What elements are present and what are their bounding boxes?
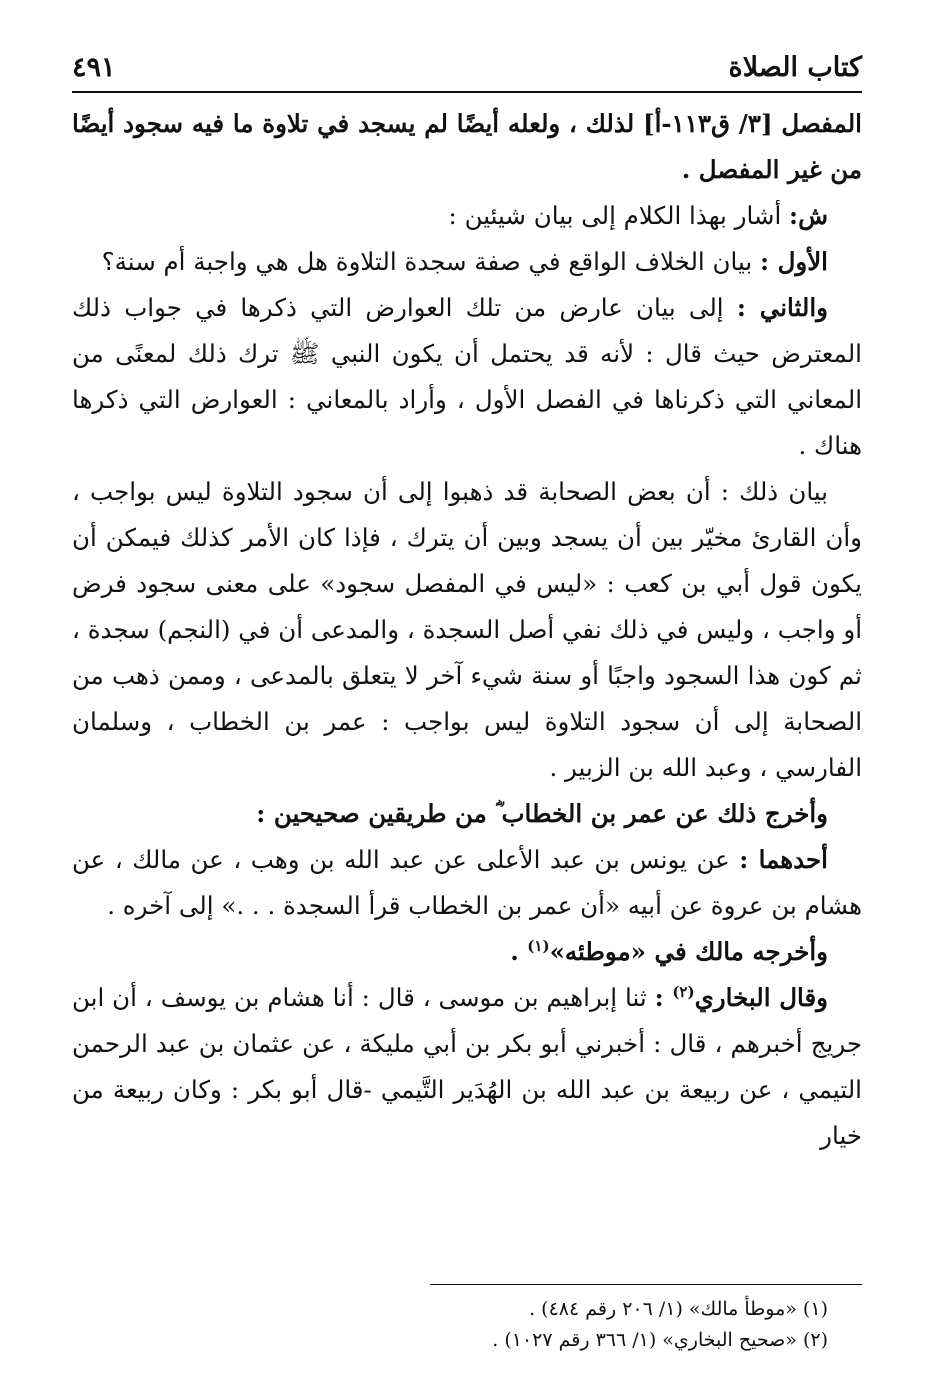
footnote-ref-1: (١) bbox=[527, 936, 550, 955]
page bbox=[72, 52, 862, 1351]
paragraph-5: بيان ذلك : أن بعض الصحابة قد ذهبوا إلى أن سجود التلاوة ليس بواجب ، وأن القارئ مخيّر بين أن يسجد وبين أن يترك ، فإذا كان الأمر كذلك فيمكن أن يكون قول أبي بن كعب : «ليس في المفصل سجود» على معنى سجود فرض أو واجب ، وليس في ذلك نفي أصل السجدة ، والمدعى أن في (النجم) سجدة ، ثم كون هذا السجود واجبًا أو سنة شيء آخر لا يتعلق بالمدعى ، وممن ذهب من الصحابة إلى أن سجود التلاوة ليس بواجب : عمر بن الخطاب ، وسلمان الفارسي ، وعبد الله بن الزبير . bbox=[72, 477, 862, 782]
footnotes bbox=[72, 1294, 862, 1356]
paragraph-7: أحدهما : عن يونس بن عبد الأعلى عن عبد الله بن وهب ، عن مالك ، عن هشام بن عروة عن أبيه «أن عمر بن الخطاب قرأ السجدة . . .» إلى آخره . bbox=[72, 845, 862, 920]
footnote-1: (١) «موطأ مالك» (١/ ٢٠٦ رقم ٤٨٤) . bbox=[529, 1298, 828, 1320]
footnote-ref-2: (٢) bbox=[672, 982, 695, 1001]
running-header bbox=[72, 52, 862, 91]
paragraph-9: وقال البخاري$^{(٢)}$ : ثنا إبراهيم بن موسى ، قال : أنا هشام بن يوسف ، أن ابن جريج أخبرهم ، قال : أخبرني أبو بكر بن أبي مليكة ، عن عثمان بن عبد الرحمن التيمي ، عن ربيعة بن عبد الله بن الهُدَير التَّيمي -قال أبو بكر : وكان ربيعة من خيار bbox=[72, 982, 862, 1150]
paragraph-6: وأخرج ذلك عن عمر بن الخطاب ؓ من طريقين صحيحين : bbox=[256, 799, 828, 828]
header-rule bbox=[72, 91, 862, 93]
paragraph-4: والثاني : إلى بيان عارض من تلك العوارض التي ذكرها في جواب ذلك المعترض حيث قال : لأنه قد يحتمل أن يكون النبي ﷺ ترك ذلك لمعنًى من المعاني التي ذكرناها في الفصل الأول ، وأراد بالمعاني : العوارض التي ذكرها هناك . bbox=[72, 293, 862, 460]
main-text bbox=[72, 101, 862, 1159]
paragraph-3: الأول : بيان الخلاف الواقع في صفة سجدة التلاوة هل هي واجبة أم سنة؟ bbox=[101, 247, 828, 276]
footnote-rule bbox=[430, 1284, 862, 1285]
footnote-2: (٢) «صحيح البخاري» (١/ ٣٦٦ رقم ١٠٢٧) . bbox=[492, 1329, 828, 1351]
paragraph-1: المفصل [٣/ ق١١٣-أ] لذلك ، ولعله أيضًا لم يسجد في تلاوة ما فيه سجود أيضًا من غير المفصل . bbox=[72, 109, 862, 184]
paragraph-8: وأخرجه مالك في «موطئه»$^{(١)}$ . bbox=[510, 936, 828, 966]
page-number: ٤٩١ bbox=[72, 52, 116, 83]
book-title: كتاب الصلاة bbox=[728, 52, 862, 83]
paragraph-2: ش: أشار بهذا الكلام إلى بيان شيئين : bbox=[448, 201, 828, 230]
